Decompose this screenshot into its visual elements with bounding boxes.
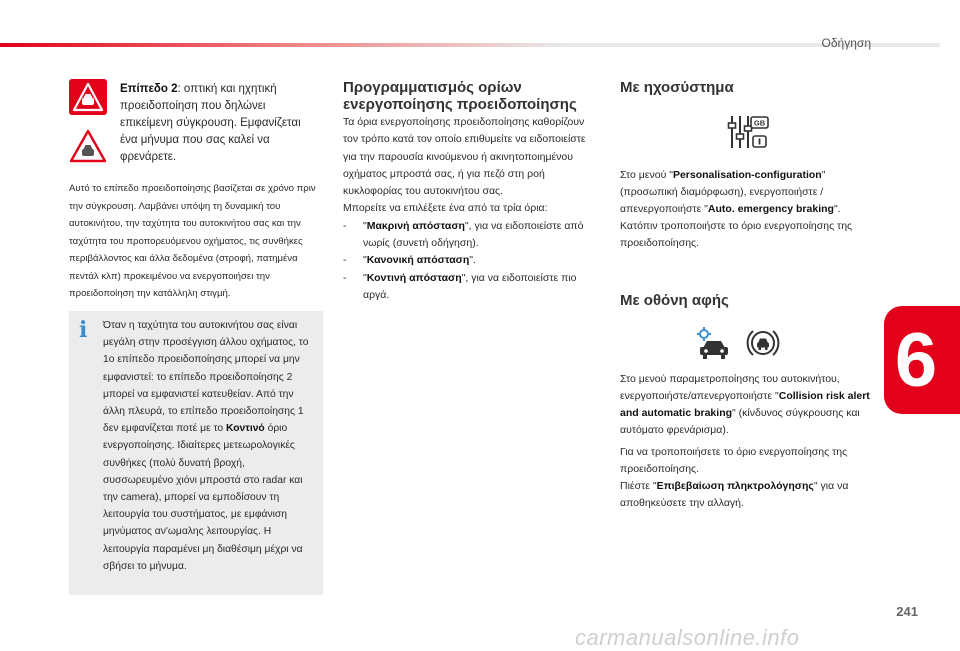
thresholds-intro: Τα όρια ενεργοποίησης προειδοποίησης καθορίζουν τον τρόπο κατά τον οποίο επιθυμείτε να ειδοποιείστε για την παρουσία κινούμενου ή ακινητοποιημένου οχήματος μπροστά σας, ή για πεζό στη ροή κυκλοφορίας του αυτοκινήτου σας. xyxy=(343,116,586,198)
watermark: carmanualsonline.info xyxy=(575,625,800,650)
page-number: 241 xyxy=(896,604,918,619)
threshold-option-close: - "Κοντινή απόσταση", για να ειδοποιείστε πιο αργά. xyxy=(343,270,601,305)
chapter-title: Οδήγηση xyxy=(821,36,871,50)
info-text xyxy=(103,317,317,575)
threshold-option-far: - "Μακρινή απόσταση", για να ειδοποιείστε από νωρίς (συνετή οδήγηση). xyxy=(343,218,601,253)
thresholds-body xyxy=(343,114,601,304)
thresholds-heading xyxy=(343,79,577,113)
gb-label: GB xyxy=(753,118,766,128)
level2-description xyxy=(120,81,310,166)
audio-system-text: Στο μενού "Personalisation-configuration" (προσωπική διαμόρφωση), ενεργοποιήστε / απενεργοποιήστε "Auto. emergency braking". Κατόπιν τροποποιήστε το όριο ενεργοποίησης της προειδοποίησης. xyxy=(620,169,853,249)
collision-alert-icon xyxy=(746,326,780,360)
confirm-entry-label: Επιβεβαίωση πληκτρολόγησης xyxy=(656,480,814,492)
header-bar xyxy=(0,40,960,50)
level2-text: : οπτική και ηχητική προειδοποίηση που δηλώνει επικείμενη σύγκρουση. Εμφανίζεται ένα μήνυμα που σας καλεί να φρενάρετε. xyxy=(120,83,301,163)
audio-system-heading: Με ηχοσύστημα xyxy=(620,79,734,96)
auto-braking-option-label: Auto. emergency braking xyxy=(707,203,834,215)
info-text-part1: Όταν η ταχύτητα του αυτοκινήτου σας είναι μεγάλη στην προσέγγιση άλλου οχήματος, το 1ο επίπεδο προειδοποίησης μπορεί να μην εμφανιστεί: το επίπεδο προειδοποίησης 2 μπορεί να εμφανιστεί κατευθείαν. Από την άλλη πλευρά, το επίπεδο προειδοποίησης 1 δεν εμφανίζεται ποτέ με το xyxy=(103,320,309,435)
level2-title: Επίπεδο 2 xyxy=(120,83,178,95)
thresholds-heading-line1: Προγραμματισμός ορίων xyxy=(343,79,522,96)
vehicle-settings-icon xyxy=(695,326,731,360)
touchscreen-heading: Με οθόνη αφής xyxy=(620,292,729,309)
info-box xyxy=(69,311,323,595)
personalisation-menu-label: Personalisation-configuration xyxy=(672,169,822,181)
thresholds-options xyxy=(343,218,601,304)
info-icon: i xyxy=(79,317,88,343)
audio-settings-icon xyxy=(727,114,769,150)
warning-level-paragraph: Αυτό το επίπεδο προειδοποίησης βασίζεται σε χρόνο πριν την σύγκρουση. Λαμβάνει υπόψη τη δυναμική του αυτοκινήτου, την ταχύτητα του αυτοκινήτου σας και την ταχύτητα του προπορευόμενου οχήματος, τις συνθήκες περιβάλλοντος και άλλα δεδομένα (στροφή, πατημένα πεντάλ κλπ) προκειμένου να ενεργοποιήσει την προειδοποίηση την κατάλληλη στιγμή. xyxy=(69,183,316,299)
touchscreen-text-2: Για να τροποποιήσετε το όριο ενεργοποίησης της προειδοποίησης. Πιέστε "Επιβεβαίωση πληκτρολόγησης" για να αποθηκεύσετε την αλλαγή. xyxy=(620,446,849,509)
header-gradient-line xyxy=(0,43,940,47)
chapter-tab: 6 xyxy=(884,306,960,414)
info-bold-close: Κοντινό xyxy=(226,423,265,435)
collision-warning-outline-icon xyxy=(69,128,107,164)
info-text-part2: όριο ενεργοποίησης. Ιδιαίτερες μετεωρολογικές συνθήκες (πολύ δυνατή βροχή, συσσωρευμένο χιόνι μπροστά στο radar και την camera), μπορεί να εμποδίσουν τη λειτουργία του συστήματος, με εμφάνιση μηνύματος αν'ωμαλης λειτουργίας. Η λειτουργία παραμένει μη διαθέσιμη μέχρι να σβήσει το μήνυμα. xyxy=(103,423,303,572)
thresholds-choose: Μπορείτε να επιλέξετε ένα από τα τρία όρια: xyxy=(343,202,548,215)
collision-risk-option-label: Collision risk alert and automatic braking xyxy=(620,390,870,419)
touchscreen-text: Στο μενού παραμετροποίησης του αυτοκινήτου, ενεργοποιήστε/απενεργοποιήστε "Collision risk alert and automatic braking" (κίνδυνος σύγκρουσης και αυτόματο φρενάρισμα). xyxy=(620,373,870,436)
threshold-option-normal: - "Κανονική απόσταση". xyxy=(343,252,601,269)
thresholds-heading-line2: ενεργοποίησης προειδοποίησης xyxy=(343,96,577,113)
collision-warning-filled-icon xyxy=(69,79,107,115)
